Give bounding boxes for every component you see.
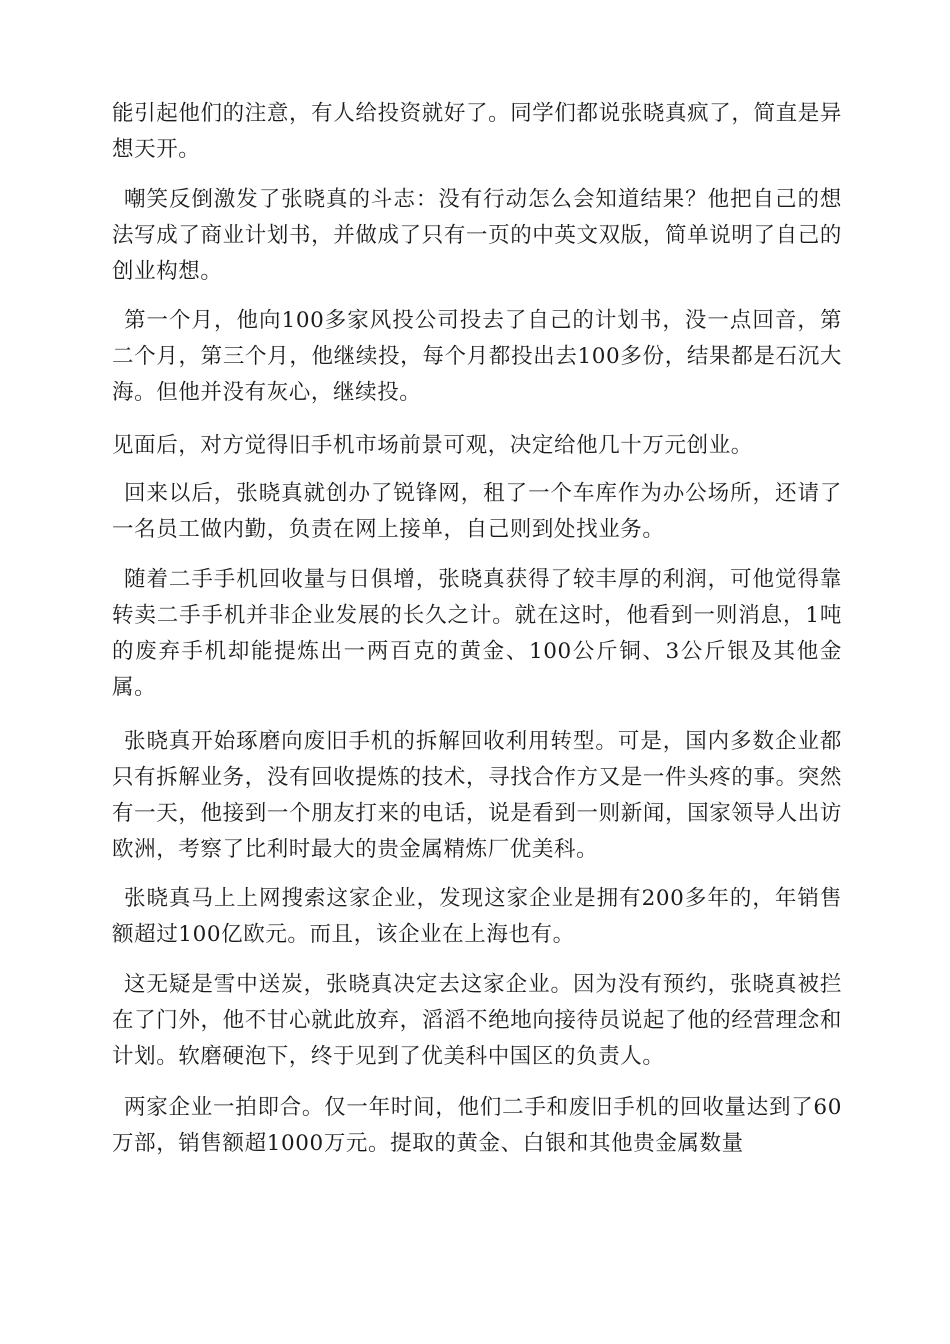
paragraph-8: 张晓真马上上网搜索这家企业，发现这家企业是拥有200多年的，年销售额超过100亿欧元。而且，该企业在上海也有。 [112,886,842,947]
paragraph-7: 张晓真开始琢磨向废旧手机的拆解回收利用转型。可是，国内多数企业都只有拆解业务，没有回收提炼的技术，寻找合作方又是一件头疼的事。突然有一天，他接到一个朋友打来的电话，说是看到一则新闻，国家领导人出访欧洲，考察了比利时最大的贵金属精炼厂优美科。 [112,729,842,862]
paragraph-3: 第一个月，他向100多家风投公司投去了自己的计划书，没一点回音，第二个月，第三个月，他继续投，每个月都投出去100多份，结果都是石沉大海。但他并没有灰心，继续投。 [112,308,842,405]
paragraph-2: 嘲笑反倒激发了张晓真的斗志：没有行动怎么会知道结果？他把自己的想法写成了商业计划书，并做成了只有一页的中英文双版，简单说明了自己的创业构想。 [112,187,842,284]
paragraph-5: 回来以后，张晓真就创办了锐锋网，租了一个车库作为办公场所，还请了一名员工做内勤，负责在网上接单，自己则到处找业务。 [112,481,842,542]
paragraph-10: 两家企业一拍即合。仅一年时间，他们二手和废旧手机的回收量达到了60万部，销售额超1000万元。提取的黄金、白银和其他贵金属数量 [112,1095,842,1156]
paragraph-6: 随着二手手机回收量与日俱增，张晓真获得了较丰厚的利润，可他觉得靠转卖二手手机并非企业发展的长久之计。就在这时，他看到一则消息，1吨的废弃手机却能提炼出一两百克的黄金、100公斤铜、3公斤银及其他金属。 [112,567,842,700]
paragraph-1: 能引起他们的注意，有人给投资就好了。同学们都说张晓真疯了，简直是异想天开。 [112,101,842,162]
paragraph-9: 这无疑是雪中送炭，张晓真决定去这家企业。因为没有预约，张晓真被拦在了门外，他不甘心就此放弃，滔滔不绝地向接待员说起了他的经营理念和计划。软磨硬泡下，终于见到了优美科中国区的负责人。 [112,972,842,1069]
paragraph-4: 见面后，对方觉得旧手机市场前景可观，决定给他几十万元创业。 [112,433,753,458]
